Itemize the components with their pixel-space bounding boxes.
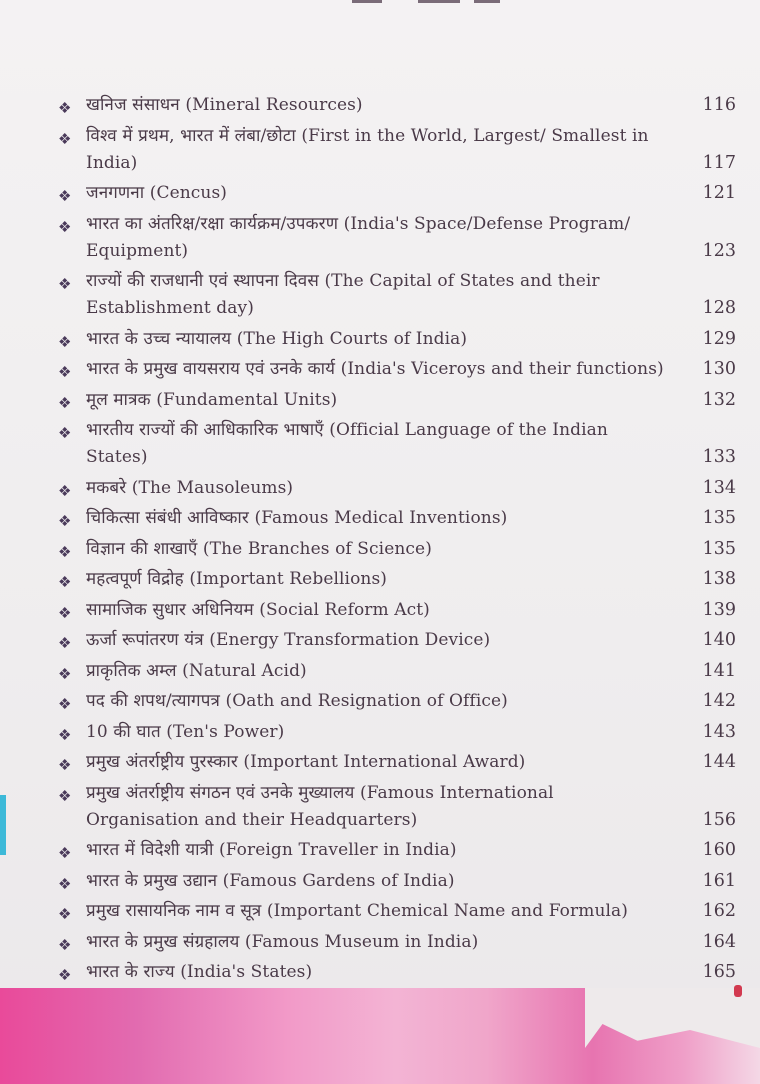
toc-entry-title: भारत का अंतरिक्ष/रक्षा कार्यक्रम/उपकरण (India's Space/Defense Program/ Equipment) [86, 213, 631, 261]
toc-entry-title: जनगणना (Cencus) [86, 183, 228, 203]
toc-entry-page-number: 139 [702, 599, 736, 620]
toc-entry [58, 959, 738, 986]
toc-entry [58, 326, 738, 353]
toc-entry-page-number: 140 [702, 630, 736, 650]
toc-entry [58, 627, 738, 654]
toc-entry [58, 688, 738, 715]
toc-entry [58, 536, 738, 563]
toc-entry-page-number: 156 [702, 809, 736, 830]
toc-entry [58, 387, 738, 414]
toc-entry-page-number: 121 [702, 183, 736, 203]
toc-entry-title: ऊर्जा रूपांतरण यंत्र (Energy Transformation Device) [86, 630, 491, 650]
toc-entry [58, 505, 738, 532]
toc-entry-page-number: 128 [702, 298, 736, 318]
diamond-bullet-icon: ❖ [58, 332, 72, 351]
diamond-bullet-icon: ❖ [58, 542, 72, 561]
toc-entry-title: प्राकृतिक अम्ल (Natural Acid) [86, 660, 307, 681]
toc-entry-page-number: 135 [702, 508, 736, 528]
table-of-contents [58, 92, 738, 1051]
toc-entry-title: प्रमुख अंतर्राष्ट्रीय संगठन एवं उनके मुख्यालय (Famous International Organisation and their Headquarters) [86, 782, 554, 830]
toc-entry [58, 92, 738, 119]
toc-entry-title: महत्वपूर्ण विद्रोह (Important Rebellions) [86, 569, 388, 589]
toc-entry [58, 837, 738, 864]
toc-entry-page-number: 143 [702, 721, 736, 742]
toc-entry-title: 10 की घात (Ten's Power) [86, 721, 285, 742]
page-edge-color-strip [0, 795, 6, 855]
toc-entry [58, 658, 738, 685]
diamond-bullet-icon: ❖ [58, 634, 72, 652]
diamond-bullet-icon: ❖ [58, 187, 72, 205]
top-edge-mark [474, 0, 500, 3]
diamond-bullet-icon: ❖ [58, 129, 72, 148]
toc-entry-title: भारत के प्रमुख उद्यान (Famous Gardens of India) [86, 870, 455, 891]
toc-entry [58, 211, 738, 265]
diamond-bullet-icon: ❖ [58, 424, 72, 442]
top-edge-mark [418, 0, 460, 3]
diamond-bullet-icon: ❖ [58, 99, 72, 117]
toc-entry-title: भारतीय राज्यों की आधिकारिक भाषाएँ (Official Language of the Indian States) [86, 420, 608, 467]
toc-entry-title: भारत में विदेशी यात्री (Foreign Traveller in India) [86, 840, 457, 860]
diamond-bullet-icon: ❖ [58, 756, 72, 774]
toc-entry-page-number: 133 [702, 447, 736, 467]
toc-entry-title: भारत के प्रमुख संग्रहालय (Famous Museum in India) [86, 931, 479, 952]
toc-entry-page-number: 142 [702, 691, 736, 711]
toc-entry [58, 749, 738, 776]
diamond-bullet-icon: ❖ [58, 844, 72, 862]
toc-entry-title: विज्ञान की शाखाएँ (The Branches of Science) [86, 538, 432, 559]
toc-entry [58, 417, 738, 471]
toc-entry [58, 929, 738, 956]
toc-entry [58, 123, 738, 177]
toc-entry [58, 719, 738, 746]
red-mark [734, 985, 742, 997]
toc-entry-title: प्रमुख अंतर्राष्ट्रीय पुरस्कार (Important International Award) [86, 752, 526, 772]
diamond-bullet-icon: ❖ [58, 786, 72, 805]
toc-entry-title: भारत के प्रमुख वायसराय एवं उनके कार्य (India's Viceroys and their functions) [86, 359, 664, 379]
toc-entry [58, 566, 738, 593]
toc-entry [58, 356, 738, 383]
toc-entry-title: मूल मात्रक (Fundamental Units) [86, 389, 338, 410]
toc-entry-title: विश्व में प्रथम, भारत में लंबा/छोटा (First in the World, Largest/ Smallest in India) [86, 125, 649, 173]
toc-entry [58, 180, 738, 207]
diamond-bullet-icon: ❖ [58, 275, 72, 293]
toc-entry-page-number: 164 [702, 931, 736, 952]
toc-entry-page-number: 123 [702, 240, 736, 261]
toc-entry-page-number: 130 [702, 359, 736, 379]
toc-entry-page-number: 160 [702, 840, 736, 860]
diamond-bullet-icon: ❖ [58, 905, 72, 923]
toc-entry-page-number: 144 [702, 752, 736, 772]
toc-entry-page-number: 116 [702, 95, 736, 115]
toc-entry-title: राज्यों की राजधानी एवं स्थापना दिवस (The Capital of States and their Establishment day) [86, 271, 600, 318]
toc-entry-title: सामाजिक सुधार अधिनियम (Social Reform Act) [86, 599, 430, 620]
toc-entry-page-number: 134 [702, 477, 736, 498]
toc-entry-title: मकबरे (The Mausoleums) [86, 477, 294, 498]
toc-entry [58, 898, 738, 925]
top-edge-mark [352, 0, 382, 3]
toc-entry [58, 475, 738, 502]
diamond-bullet-icon: ❖ [58, 512, 72, 530]
toc-entry-title: प्रमुख रासायनिक नाम व सूत्र (Important Chemical Name and Formula) [86, 901, 628, 921]
toc-entry-page-number: 165 [702, 962, 736, 982]
toc-entry-page-number: 141 [702, 660, 736, 681]
toc-entry-page-number: 138 [702, 569, 736, 589]
toc-entry-page-number: 161 [702, 870, 736, 891]
toc-entry-title: भारत के राज्य (India's States) [86, 962, 313, 982]
diamond-bullet-icon: ❖ [58, 481, 72, 500]
toc-entry-page-number: 117 [702, 152, 736, 173]
diamond-bullet-icon: ❖ [58, 217, 72, 236]
toc-entry [58, 597, 738, 624]
diamond-bullet-icon: ❖ [58, 935, 72, 954]
toc-entry-page-number: 132 [702, 389, 736, 410]
toc-entry-page-number: 162 [702, 901, 736, 921]
diamond-bullet-icon: ❖ [58, 393, 72, 412]
toc-entry-title: चिकित्सा संबंधी आविष्कार (Famous Medical Inventions) [86, 508, 508, 528]
diamond-bullet-icon: ❖ [58, 363, 72, 381]
toc-entry [58, 868, 738, 895]
diamond-bullet-icon: ❖ [58, 695, 72, 713]
toc-entry-title: खनिज संसाधन (Mineral Resources) [86, 95, 363, 115]
diamond-bullet-icon: ❖ [58, 573, 72, 591]
toc-entry [58, 268, 738, 322]
diamond-bullet-icon: ❖ [58, 603, 72, 622]
toc-entry-page-number: 135 [702, 538, 736, 559]
diamond-bullet-icon: ❖ [58, 966, 72, 984]
toc-entry [58, 780, 738, 834]
toc-entry-title: पद की शपथ/त्यागपत्र (Oath and Resignation of Office) [86, 691, 508, 711]
diamond-bullet-icon: ❖ [58, 664, 72, 683]
toc-entry-title: भारत के उच्च न्यायालय (The High Courts of India) [86, 328, 468, 349]
diamond-bullet-icon: ❖ [58, 725, 72, 744]
toc-entry-page-number: 129 [702, 328, 736, 349]
diamond-bullet-icon: ❖ [58, 874, 72, 893]
